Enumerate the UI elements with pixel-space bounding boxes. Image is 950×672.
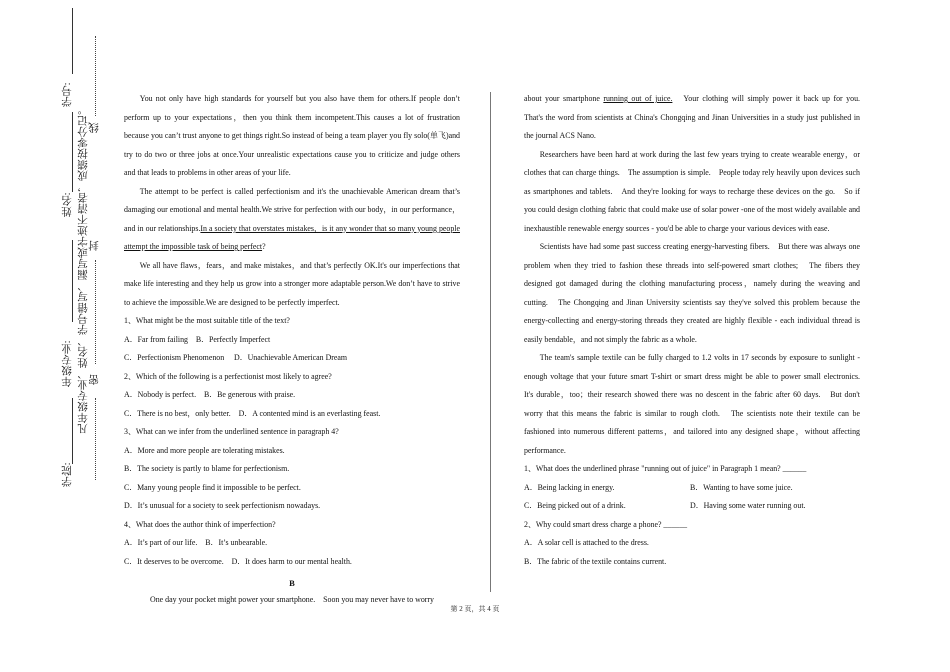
question-4: 4、What does the author think of imperfection? (124, 519, 276, 529)
question-b2-option-b: B．The fabric of the textile contains current. (524, 556, 667, 566)
id-underline (72, 8, 73, 74)
right-column (524, 90, 868, 571)
question-1-options-cd: C．Perfectionism Phenomenon D．Unachievable American Dream (124, 353, 348, 362)
paragraph-2-end: ? (262, 242, 266, 251)
question-2: 2、Which of the following is a perfectionist most likely to agree? (124, 371, 332, 381)
column-divider (490, 92, 491, 592)
question-4-options-ab: A．It’s part of our life. B．It’s unbearable. (124, 538, 268, 547)
seal-char-xian: 线 (89, 122, 100, 133)
seal-line-mid (95, 260, 96, 364)
passage-b-first-line: One day your pocket might power your smartphone. Soon you may never have to worry (150, 595, 434, 604)
seal-char-mi: 密 (89, 374, 100, 385)
option-d: D．Having some water running out. (690, 501, 806, 510)
question-b2: 2、Why could smart dress charge a phone? ______ (524, 519, 688, 529)
question-3-option-a: A．More and more people are tolerating mistakes. (124, 445, 285, 455)
binding-strip (0, 0, 110, 672)
question-b1-options-cd (524, 497, 860, 516)
passage-b-paragraph-3: Scientists have had some past success creating energy-harvesting fibers. But there was always one problem when they tried to fashion these threads into self-powered smart clothes; The fibers they designed got damaged during the clothing manufacturing process，namely during the weaving and cutting. The Chongqing and Jinan University scientists say they've solved this problem because the energy-collecting and energy-storing threads they created are highly flexible - each individual thread is easily bendable，and not simply the fabric as a whole. (524, 242, 860, 344)
school-underline (72, 398, 73, 464)
question-2-options-ab: A．Nobody is perfect. B．Be generous with praise. (124, 390, 296, 399)
school-label: 学院: (62, 462, 73, 488)
option-c: C．Being picked out of a drink. (524, 501, 626, 510)
passage-a-paragraph-1: You not only have high standards for yourself but you also have them for others.If people don’t perform up to your expectations，then you think them incompetent.This causes a lot of frustration because you can’t trust anyone to get things right.So instead of being a team player you fly solo(单飞)and try to do two or three jobs at once.Your unrealistic expectations cause you to criticize and judge others and that leads to problems in other areas of your life. (124, 94, 460, 177)
major-label: 年级专业: (62, 340, 73, 388)
question-3: 3、What can we infer from the underlined sentence in paragraph 4? (124, 427, 339, 436)
student-id-label: 学号: (62, 82, 73, 108)
question-b1: 1、What does the underlined phrase "running out of juice" in Paragraph 1 mean? ______ (524, 464, 807, 473)
underlined-sentence: In a society that overstates mistakes，is it any wonder that so many young people attempt the impossible task of being perfect (124, 223, 460, 251)
passage-a-paragraph-2 (124, 183, 460, 257)
binding-notice: 凡年级专业、姓名、学号错写、漏写或字迹不清者，成绩按零分记。 (78, 104, 89, 434)
question-b1-options-ab (524, 479, 860, 498)
passage-a-paragraph-3: We all have flaws，fears，and make mistakes，and that’s perfectly OK.It's our imperfections that make life interesting and they help us grow into a stronger more adaptable person.We don’t have to strive to achieve the impossible.We are designed to be perfectly imperfect. (124, 260, 460, 307)
section-b-heading: B (289, 578, 295, 588)
question-4-options-cd: C．It deserves to be overcome. D．It does harm to our mental health. (124, 556, 352, 566)
paragraph-1-rest: Your clothing will simply power it back up for you. That's the word from scientists at China's Chongqing and Jinan Universities in a study just published in the journal ACS Nano. (524, 94, 868, 140)
question-3-option-c: C．Many young people find it impossible to be perfect. (124, 482, 301, 492)
paragraph-1-start: about your smartphone (524, 94, 604, 103)
seal-char-feng: 封 (89, 240, 100, 251)
question-1: 1、What might be the most suitable title of the text? (124, 316, 290, 325)
underlined-phrase: running out of juice. (603, 94, 673, 103)
question-3-option-d: D．It’s unusual for a society to seek perfectionism nowadays. (124, 501, 321, 510)
question-1-options-ab: A．Far from failing B．Perfectly Imperfect (124, 334, 271, 344)
passage-b-paragraph-4: The team's sample textile can be fully charged to 1.2 volts in 17 seconds by exposure to sunlight - enough voltage that your future smart T-shirt or smart dress might be able to power small electronics. It's durable，too；their research showed there was no descent in the fabric after 60 days. But don't worry that this means the fabric is similar to rough cloth. The scientists note their textile can be fashioned into numerous different patterns，and tailored into any designed shape，without affecting performance. (524, 353, 868, 455)
seal-line-bottom (95, 398, 96, 480)
passage-b-paragraph-2: Researchers have been hard at work during the last few years trying to create wearable energy，or clothes that can charge things. The assumption is simple. People today rely heavily upon devices such as smartphones and tablets. And they're looking for ways to recharge these devices on the go. So if you could design clothing fabric that could make use of solar power -one of the most widely available and inexhaustible renewable energy sources - you'd be able to charge your various devices with ease. (524, 149, 860, 233)
major-underline (72, 240, 73, 322)
page-footer: 第 2 页，共 4 页 (450, 605, 500, 613)
question-b2-option-a: A．A solar cell is attached to the dress. (524, 538, 649, 547)
question-2-options-cd: C．There is no best，only better. D．A contented mind is an everlasting feast. (124, 408, 381, 418)
question-3-option-b: B．The society is partly to blame for perfectionism. (124, 464, 290, 473)
option-b: B．Wanting to have some juice. (690, 482, 793, 492)
option-a: A．Being lacking in energy. (524, 482, 615, 492)
seal-line-top (95, 36, 96, 116)
passage-b-paragraph-1 (524, 90, 868, 146)
left-column (124, 90, 460, 610)
name-underline (72, 112, 73, 192)
name-label: 姓名: (62, 192, 73, 218)
paragraph-2-text: The attempt to be perfect is called perfectionism and it's the unachievable American dream that’s damaging our emotional and mental health.We strive for perfection with our body，in our performance，and in our relationships. (124, 186, 460, 233)
